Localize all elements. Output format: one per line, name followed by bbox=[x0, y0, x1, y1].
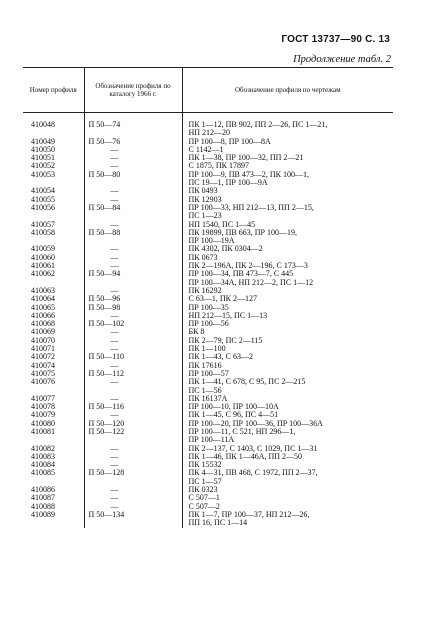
cell-drawings: ПК 2—196А, ПК 2—196, С 173—3 bbox=[188, 261, 308, 271]
cell-drawings: ПС 1—23 bbox=[188, 211, 222, 221]
cell-profile-no: 410050 bbox=[23, 146, 84, 154]
cell-drawings: ПК 1—43, С 63—2 bbox=[188, 352, 253, 362]
cell-profile-no: 410065 bbox=[23, 304, 84, 312]
profile-table bbox=[23, 67, 393, 528]
cell-drawings: С 507—1 bbox=[188, 493, 220, 503]
empty-dash: — bbox=[110, 261, 119, 271]
cell-catalog-1966: П 50—122 bbox=[84, 428, 182, 436]
table-row bbox=[23, 519, 393, 527]
cell-drawings: ПР 100—20, ПР 100—36, ПР 100—36А bbox=[188, 418, 323, 428]
empty-dash: — bbox=[110, 310, 119, 320]
cell-drawings: ПР 100—8, ПР 100—8А bbox=[188, 136, 271, 146]
cell-profile-no: 410076 bbox=[23, 378, 84, 386]
cell-catalog-1966 bbox=[84, 486, 182, 494]
cell-profile-no bbox=[23, 519, 84, 527]
empty-dash: — bbox=[110, 393, 119, 403]
cell-profile-no: 410049 bbox=[23, 138, 84, 146]
cell-drawings: ПР 100—11, С 521, НП 296—1, bbox=[188, 426, 296, 436]
cell-profile-no: 410082 bbox=[23, 445, 84, 453]
empty-dash: — bbox=[110, 501, 119, 511]
cell-profile-no: 410066 bbox=[23, 312, 84, 320]
empty-dash: — bbox=[110, 219, 119, 229]
cell-catalog-1966 bbox=[84, 179, 182, 187]
cell-drawings: ПР 100—56 bbox=[188, 319, 229, 329]
cell-drawings: ПС 19—1, ПР 100—9А bbox=[188, 178, 268, 188]
cell-drawings: ПР 100—34, ПВ 473—7, С 445 bbox=[188, 269, 294, 279]
empty-dash: — bbox=[110, 186, 119, 196]
cell-profile-no: 410085 bbox=[23, 469, 84, 477]
cell-profile-no: 410054 bbox=[23, 187, 84, 195]
cell-drawings: ПК 1—38, ПР 100—32, ПП 2—21 bbox=[188, 153, 304, 163]
empty-dash: — bbox=[110, 244, 119, 254]
column-header-profile-no: Номер профиля bbox=[23, 68, 84, 113]
cell-catalog-1966: П 50—116 bbox=[84, 403, 182, 411]
cell-profile-no: 410062 bbox=[23, 270, 84, 278]
cell-profile-no: 410063 bbox=[23, 287, 84, 295]
empty-dash: — bbox=[110, 493, 119, 503]
cell-drawings: ПР 100—34А, НП 212—2, ПС 1—12 bbox=[188, 277, 314, 287]
empty-dash: — bbox=[110, 252, 119, 262]
cell-profile-no: 410057 bbox=[23, 221, 84, 229]
cell-drawings: ПР 100—57 bbox=[188, 368, 229, 378]
cell-drawings: С 1875, ПК 17897 bbox=[188, 161, 249, 171]
cell-drawings: ПК 1—46, ПК 1—46А, ПП 2—50 bbox=[188, 451, 303, 461]
cell-profile-no: 410088 bbox=[23, 503, 84, 511]
cell-drawings: ПК 19899, ПВ 663, ПР 100—19, bbox=[188, 227, 297, 237]
cell-drawings: ПК 12903 bbox=[188, 194, 222, 204]
cell-drawings: ПК 17616 bbox=[188, 360, 222, 370]
column-header-drawings: Обозначение профиля по чертежам bbox=[182, 68, 393, 113]
cell-profile-no: 410059 bbox=[23, 245, 84, 253]
cell-profile-no: 410048 bbox=[23, 121, 84, 129]
cell-profile-no: 410061 bbox=[23, 262, 84, 270]
cell-profile-no: 410077 bbox=[23, 395, 84, 403]
cell-profile-no: 410089 bbox=[23, 511, 84, 519]
empty-dash: — bbox=[110, 377, 119, 387]
cell-catalog-1966 bbox=[84, 237, 182, 245]
cell-profile-no: 410081 bbox=[23, 428, 84, 436]
table-body bbox=[23, 113, 393, 528]
cell-drawings: ПК 4—31, ПВ 468, С 1972, ПП 2—37, bbox=[188, 468, 318, 478]
cell-drawings: ПК 2—137, С 1403, С 1029, ПС 1—31 bbox=[188, 443, 318, 453]
empty-dash: — bbox=[110, 161, 119, 171]
cell-catalog-1966 bbox=[84, 387, 182, 395]
cell-profile-no: 410055 bbox=[23, 196, 84, 204]
cell-profile-no: 410060 bbox=[23, 254, 84, 262]
table-caption: Продолжение табл. 2 bbox=[293, 54, 391, 65]
cell-profile-no: 410064 bbox=[23, 295, 84, 303]
cell-drawings: ПК 16292 bbox=[188, 285, 222, 295]
cell-catalog-1966 bbox=[84, 436, 182, 444]
cell-drawings: ПР 100—9, ПВ 473—2, ПК 100—1, bbox=[188, 169, 309, 179]
cell-drawings: ПС 1—56 bbox=[188, 385, 222, 395]
cell-drawings: С 1142—1 bbox=[188, 144, 224, 154]
empty-dash: — bbox=[110, 443, 119, 453]
cell-drawings: ПР 100—35 bbox=[188, 302, 229, 312]
cell-profile-no: 410078 bbox=[23, 403, 84, 411]
cell-profile-no: 410051 bbox=[23, 154, 84, 162]
cell-catalog-1966 bbox=[84, 445, 182, 453]
cell-catalog-1966: П 50—110 bbox=[84, 353, 182, 361]
cell-catalog-1966 bbox=[84, 519, 182, 527]
cell-catalog-1966: П 50—88 bbox=[84, 229, 182, 237]
cell-drawings: ПК 1—45, С 96, ПС 4—51 bbox=[188, 410, 279, 420]
cell-profile-no: 410072 bbox=[23, 353, 84, 361]
empty-dash: — bbox=[110, 360, 119, 370]
cell-catalog-1966 bbox=[84, 453, 182, 461]
cell-catalog-1966: П 50—84 bbox=[84, 204, 182, 212]
cell-drawings: ПК 1—7, ПР 100—37, НП 212—26, bbox=[188, 509, 310, 519]
column-header-catalog-1966: Обозначение профиля по каталогу 1966 г. bbox=[84, 68, 182, 113]
cell-profile-no: 410068 bbox=[23, 320, 84, 328]
cell-drawings: НП 1540, ПС 1—45 bbox=[188, 219, 256, 229]
empty-dash: — bbox=[110, 285, 119, 295]
cell-drawings: ПС 1—57 bbox=[188, 476, 222, 486]
cell-drawings: ПК 1—100 bbox=[188, 344, 226, 354]
cell-profile-no: 410080 bbox=[23, 420, 84, 428]
cell-catalog-1966 bbox=[84, 337, 182, 345]
cell-drawings: ПК 0323 bbox=[188, 485, 218, 495]
cell-profile-no: 410083 bbox=[23, 453, 84, 461]
cell-catalog-1966: П 50—120 bbox=[84, 420, 182, 428]
cell-catalog-1966 bbox=[84, 279, 182, 287]
cell-catalog-1966 bbox=[84, 245, 182, 253]
cell-drawings: ПР 100—19А bbox=[188, 236, 235, 246]
empty-dash: — bbox=[110, 144, 119, 154]
cell-profile-no: 410074 bbox=[23, 362, 84, 370]
cell-profile-no: 410087 bbox=[23, 494, 84, 502]
cell-catalog-1966: П 50—134 bbox=[84, 511, 182, 519]
cell-catalog-1966: П 50—98 bbox=[84, 304, 182, 312]
cell-profile-no: 410056 bbox=[23, 204, 84, 212]
cell-drawings: С 507—2 bbox=[188, 501, 220, 511]
cell-catalog-1966 bbox=[84, 328, 182, 336]
empty-dash: — bbox=[110, 153, 119, 163]
empty-dash: — bbox=[110, 194, 119, 204]
cell-drawings: ПК 15532 bbox=[188, 460, 222, 470]
cell-catalog-1966 bbox=[84, 254, 182, 262]
cell-catalog-1966: П 50—74 bbox=[84, 121, 182, 129]
cell-catalog-1966: П 50—128 bbox=[84, 469, 182, 477]
cell-profile-no: 410086 bbox=[23, 486, 84, 494]
cell-drawings: ПП 16, ПС 1—14 bbox=[188, 518, 248, 528]
cell-catalog-1966 bbox=[84, 494, 182, 502]
cell-drawings: НП 212—20 bbox=[188, 128, 231, 138]
cell-profile-no: 410071 bbox=[23, 345, 84, 353]
cell-catalog-1966: П 50—96 bbox=[84, 295, 182, 303]
cell-drawings: БК 8 bbox=[188, 327, 205, 337]
cell-profile-no: 410070 bbox=[23, 337, 84, 345]
cell-catalog-1966 bbox=[84, 187, 182, 195]
empty-dash: — bbox=[110, 410, 119, 420]
cell-catalog-1966: П 50—80 bbox=[84, 171, 182, 179]
cell-drawings: ПК 16137А bbox=[188, 393, 228, 403]
cell-drawings: С 63—1, ПК 2—127 bbox=[188, 294, 257, 304]
empty-dash: — bbox=[110, 335, 119, 345]
cell-drawings: ПК 2—79, ПС 2—115 bbox=[188, 335, 263, 345]
cell-catalog-1966 bbox=[84, 146, 182, 154]
empty-dash: — bbox=[110, 327, 119, 337]
cell-profile-no: 410058 bbox=[23, 229, 84, 237]
cell-drawings: ПК 0493 bbox=[188, 186, 218, 196]
cell-profile-no: 410052 bbox=[23, 162, 84, 170]
empty-dash: — bbox=[110, 344, 119, 354]
empty-dash: — bbox=[110, 485, 119, 495]
empty-dash: — bbox=[110, 451, 119, 461]
cell-profile-no: 410079 bbox=[23, 411, 84, 419]
cell-profile-no: 410069 bbox=[23, 328, 84, 336]
cell-catalog-1966: П 50—112 bbox=[84, 370, 182, 378]
table-header-row bbox=[23, 68, 393, 113]
cell-profile-no: 410075 bbox=[23, 370, 84, 378]
cell-catalog-1966 bbox=[84, 478, 182, 486]
cell-profile-no: 410053 bbox=[23, 171, 84, 179]
cell-profile-no: 410084 bbox=[23, 461, 84, 469]
cell-catalog-1966: П 50—102 bbox=[84, 320, 182, 328]
page-header: ГОСТ 13737—90 С. 13 bbox=[281, 34, 390, 45]
empty-dash: — bbox=[110, 460, 119, 470]
cell-drawings: ПК 1—41, С 678, С 95, ПС 2—215 bbox=[188, 377, 306, 387]
cell-catalog-1966 bbox=[84, 154, 182, 162]
cell-catalog-1966 bbox=[84, 212, 182, 220]
table-row bbox=[23, 320, 393, 328]
cell-catalog-1966: П 50—76 bbox=[84, 138, 182, 146]
cell-catalog-1966: П 50—94 bbox=[84, 270, 182, 278]
cell-catalog-1966 bbox=[84, 378, 182, 386]
cell-drawings: ПР 100—33, НП 212—13, ПП 2—15, bbox=[188, 202, 314, 212]
cell-drawings: ПК 1—12, ПВ 902, ПП 2—26, ПС 1—21, bbox=[188, 120, 328, 129]
cell-drawings: ПР 100—11А bbox=[188, 435, 235, 445]
cell-drawings: ПК 0673 bbox=[188, 252, 218, 262]
cell-drawings: ПР 100—10, ПР 100—10А bbox=[188, 402, 279, 412]
cell-drawings: ПК 4302, ПК 0304—2 bbox=[188, 244, 263, 254]
cell-drawings: НП 212—15, ПС 1—13 bbox=[188, 310, 268, 320]
